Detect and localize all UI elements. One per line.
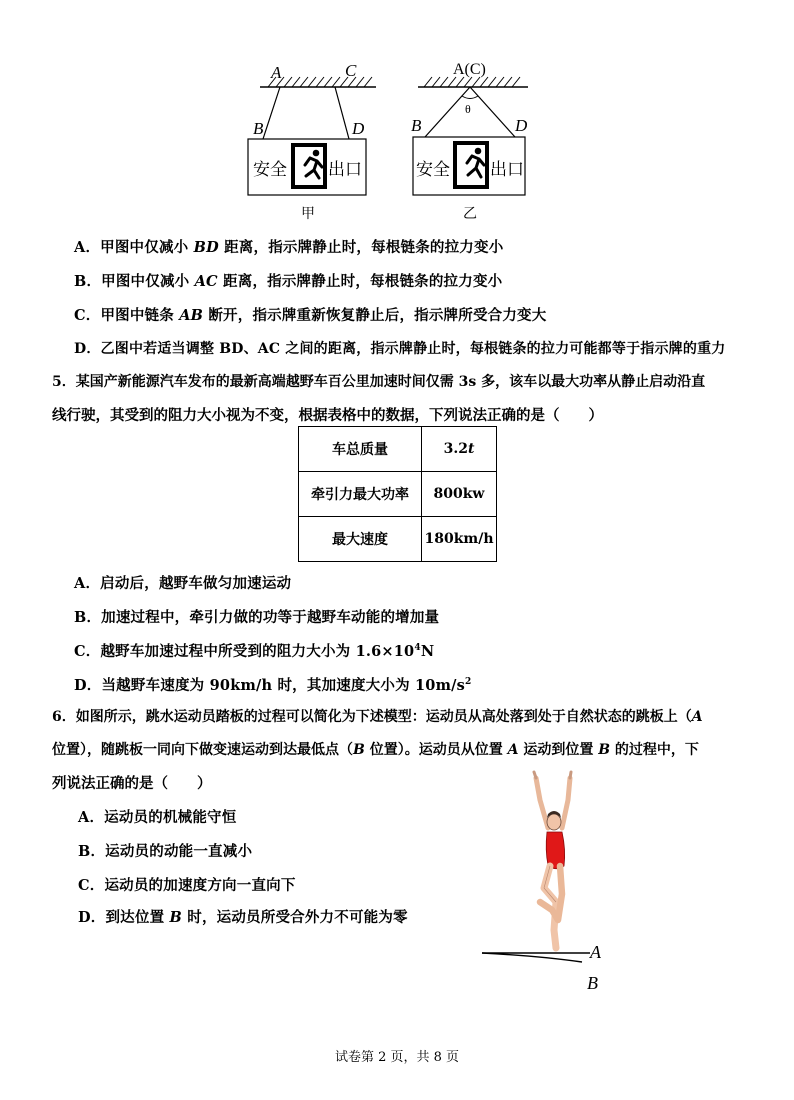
yi-sign-right: 出口 bbox=[490, 160, 524, 179]
table-cell-label: 车总质量 bbox=[299, 427, 422, 472]
diver-label-B: B bbox=[587, 973, 598, 993]
q4-option-b: B．甲图中仅减小 AC 距离，指示牌静止时，每根链条的拉力变小 bbox=[74, 273, 503, 290]
q6-option-c: C．运动员的加速度方向一直向下 bbox=[78, 877, 296, 894]
table-row bbox=[299, 472, 497, 517]
table-cell-value: 3.2t bbox=[422, 427, 497, 472]
jia-sign-left: 安全 bbox=[253, 160, 287, 179]
table-cell-value: 180km/h bbox=[422, 517, 497, 562]
yi-sign-left: 安全 bbox=[416, 160, 450, 179]
table-cell-value: 800kw bbox=[422, 472, 497, 517]
jia-sign-right: 出口 bbox=[328, 160, 362, 179]
q5-option-d: D．当越野车速度为 90km/h 时，其加速度大小为 $10m/s^2$ bbox=[74, 677, 472, 694]
figure-yi bbox=[411, 61, 528, 222]
diver-figure bbox=[470, 770, 620, 1000]
diver-illustration bbox=[534, 772, 571, 948]
jia-label-A: A bbox=[271, 63, 282, 82]
q4-option-a: A．甲图中仅减小 BD 距离，指示牌静止时，每根链条的拉力变小 bbox=[74, 239, 504, 256]
yi-caption: 乙 bbox=[463, 207, 477, 222]
q4-option-d: D．乙图中若适当调整 BD、AC 之间的距离，指示牌静止时，每根链条的拉力可能都等于指示牌的重力 bbox=[74, 341, 726, 357]
q5-stem-line1: 5．某国产新能源汽车发布的最新高端越野车百公里加速时间仅需 3s 多，该车以最大功率从静止启动沿直 bbox=[52, 374, 706, 390]
q6-option-a: A．运动员的机械能守恒 bbox=[78, 809, 237, 826]
yi-label-B: B bbox=[411, 116, 422, 135]
diver-label-A: A bbox=[590, 942, 601, 962]
q5-option-c: C．越野车加速过程中所受到的阻力大小为 $1.6\times 10^4N$ bbox=[74, 643, 435, 660]
jia-label-D: D bbox=[352, 119, 365, 138]
sign-figures bbox=[0, 0, 794, 225]
yi-label-D: D bbox=[515, 116, 528, 135]
table-row bbox=[299, 427, 497, 472]
q5-stem-line2: 线行驶，其受到的阻力大小视为不变，根据表格中的数据，下列说法正确的是（ ） bbox=[52, 407, 603, 424]
q6-stem-line2: 位置），随跳板一同向下做变速运动到达最低点（B 位置）。运动员从位置 A 运动到位置 B 的过程中，下 bbox=[52, 742, 699, 758]
table-row bbox=[299, 517, 497, 562]
q5-option-b: B．加速过程中，牵引力做的功等于越野车动能的增加量 bbox=[74, 609, 440, 626]
jia-caption: 甲 bbox=[301, 207, 315, 222]
q5-spec-table bbox=[298, 426, 497, 562]
q4-option-c: C．甲图中链条 AB 断开，指示牌重新恢复静止后，指示牌所受合力变大 bbox=[74, 307, 547, 324]
q6-option-d: D．到达位置 B 时，运动员所受合外力不可能为零 bbox=[78, 909, 408, 926]
q6-stem-line3: 列说法正确的是（ ） bbox=[52, 775, 212, 792]
table-cell-label: 最大速度 bbox=[299, 517, 422, 562]
jia-label-C: C bbox=[345, 61, 357, 80]
yi-label-theta: θ bbox=[465, 102, 471, 116]
page-footer: 试卷第 2 页，共 8 页 bbox=[334, 1050, 460, 1065]
table-cell-label: 牵引力最大功率 bbox=[299, 472, 422, 517]
yi-label-AC: A(C) bbox=[453, 61, 486, 78]
q6-stem-line1: 6．如图所示，跳水运动员踏板的过程可以简化为下述模型：运动员从高处落到处于自然状态的跳板上（A bbox=[52, 709, 703, 725]
q6-option-b: B．运动员的动能一直减小 bbox=[78, 843, 253, 860]
figure-jia bbox=[248, 61, 376, 222]
jia-label-B: B bbox=[253, 119, 264, 138]
q5-option-a: A．启动后，越野车做匀加速运动 bbox=[74, 575, 292, 592]
